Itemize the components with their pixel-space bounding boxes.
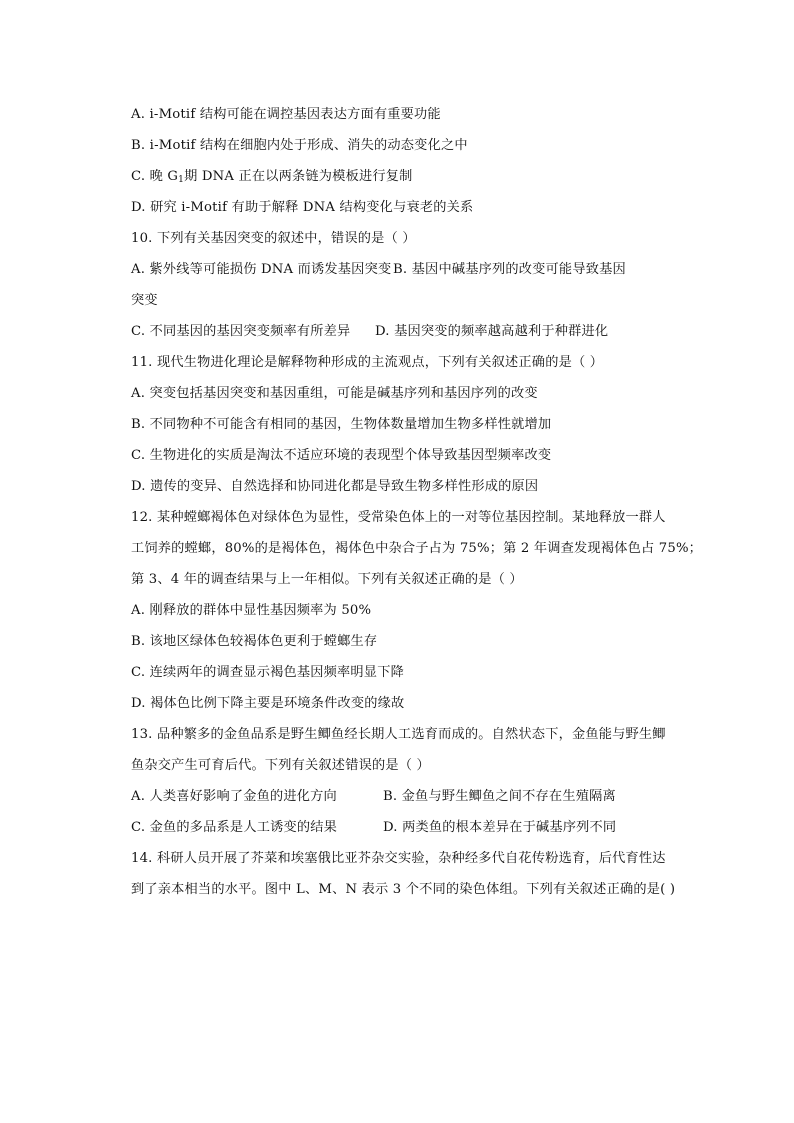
q13-stem-line-2: 鱼杂交产生可育后代。下列有关叙述错误的是（ ） [131,758,430,773]
q14-stem-line-2: 到了亲本相当的水平。图中 L、M、N 表示 3 个不同的染色体组。下列有关叙述正确的是( ) [131,882,676,897]
q12-option-a: A. 刚释放的群体中显性基因频率为 50% [131,603,372,618]
q10-option-b-continued: 突变 [131,293,158,308]
q9-option-c-prefix: C. 晚 G [131,169,179,184]
q10-option-d: D. 基因突变的频率越高越利于种群进化 [375,324,609,339]
q12-stem-line-3: 第 3、4 年的调查结果与上一年相似。下列有关叙述正确的是（ ） [131,572,523,587]
q9-option-b: B. i-Motif 结构在细胞内处于形成、消失的动态变化之中 [131,138,468,153]
q9-option-d: D. 研究 i-Motif 有助于解释 DNA 结构变化与衰老的关系 [131,200,474,215]
q10-option-b: B. 基因中碱基序列的改变可能导致基因 [393,262,626,277]
q10-options-ab [131,254,711,285]
q12-option-c: C. 连续两年的调查显示褐色基因频率明显下降 [131,665,404,680]
q13-option-d: D. 两类鱼的根本差异在于碱基序列不同 [383,820,617,835]
q10-option-c: C. 不同基因的基因突变频率有所差异 [131,324,351,339]
q9-option-c-suffix: 期 DNA 正在以两条链为模板进行复制 [184,169,413,184]
exam-page [131,99,711,905]
q12-stem-line-1: 12. 某种螳螂褐体色对绿体色为显性，受常染色体上的一对等位基因控制。某地释放一群人 [131,510,666,525]
q9-option-a: A. i-Motif 结构可能在调控基因表达方面有重要功能 [131,107,441,122]
q14-stem-line-1: 14. 科研人员开展了芥菜和埃塞俄比亚芥杂交实验，杂种经多代自花传粉选育，后代育性达 [131,851,666,866]
q12-option-d: D. 褐体色比例下降主要是环境条件改变的缘故 [131,696,405,711]
q13-options-cd [131,812,711,843]
q13-options-ab [131,781,711,812]
q13-option-a: A. 人类喜好影响了金鱼的进化方向 [131,789,337,804]
q13-stem-line-1: 13. 品种繁多的金鱼品系是野生鲫鱼经长期人工选育而成的。自然状态下，金鱼能与野生鲫 [131,727,666,742]
q11-option-d: D. 遗传的变异、自然选择和协同进化都是导致生物多样性形成的原因 [131,479,539,494]
q11-option-b: B. 不同物种不可能含有相同的基因，生物体数量增加生物多样性就增加 [131,417,552,432]
q11-option-c: C. 生物进化的实质是淘汰不适应环境的表现型个体导致基因型频率改变 [131,448,552,463]
q12-stem-line-2: 工饲养的螳螂，80%的是褐体色，褐体色中杂合子占为 75%；第 2 年调查发现褐体色占 75%； [131,541,703,556]
q13-option-c: C. 金鱼的多品系是人工诱变的结果 [131,820,338,835]
q9-option-c-subscript: 1 [178,175,185,185]
q10-option-a: A. 紫外线等可能损伤 DNA 而诱发基因突变 [131,262,392,277]
q11-option-a: A. 突变包括基因突变和基因重组，可能是碱基序列和基因序列的改变 [131,386,538,401]
q9-option-c [131,161,711,192]
q11-stem: 11. 现代生物进化理论是解释物种形成的主流观点，下列有关叙述正确的是（ ） [131,355,604,370]
q12-option-b: B. 该地区绿体色较褐体色更利于螳螂生存 [131,634,378,649]
q10-options-cd [131,316,711,347]
q10-stem: 10. 下列有关基因突变的叙述中，错误的是（ ） [131,231,416,246]
q13-option-b: B. 金鱼与野生鲫鱼之间不存在生殖隔离 [383,789,616,804]
